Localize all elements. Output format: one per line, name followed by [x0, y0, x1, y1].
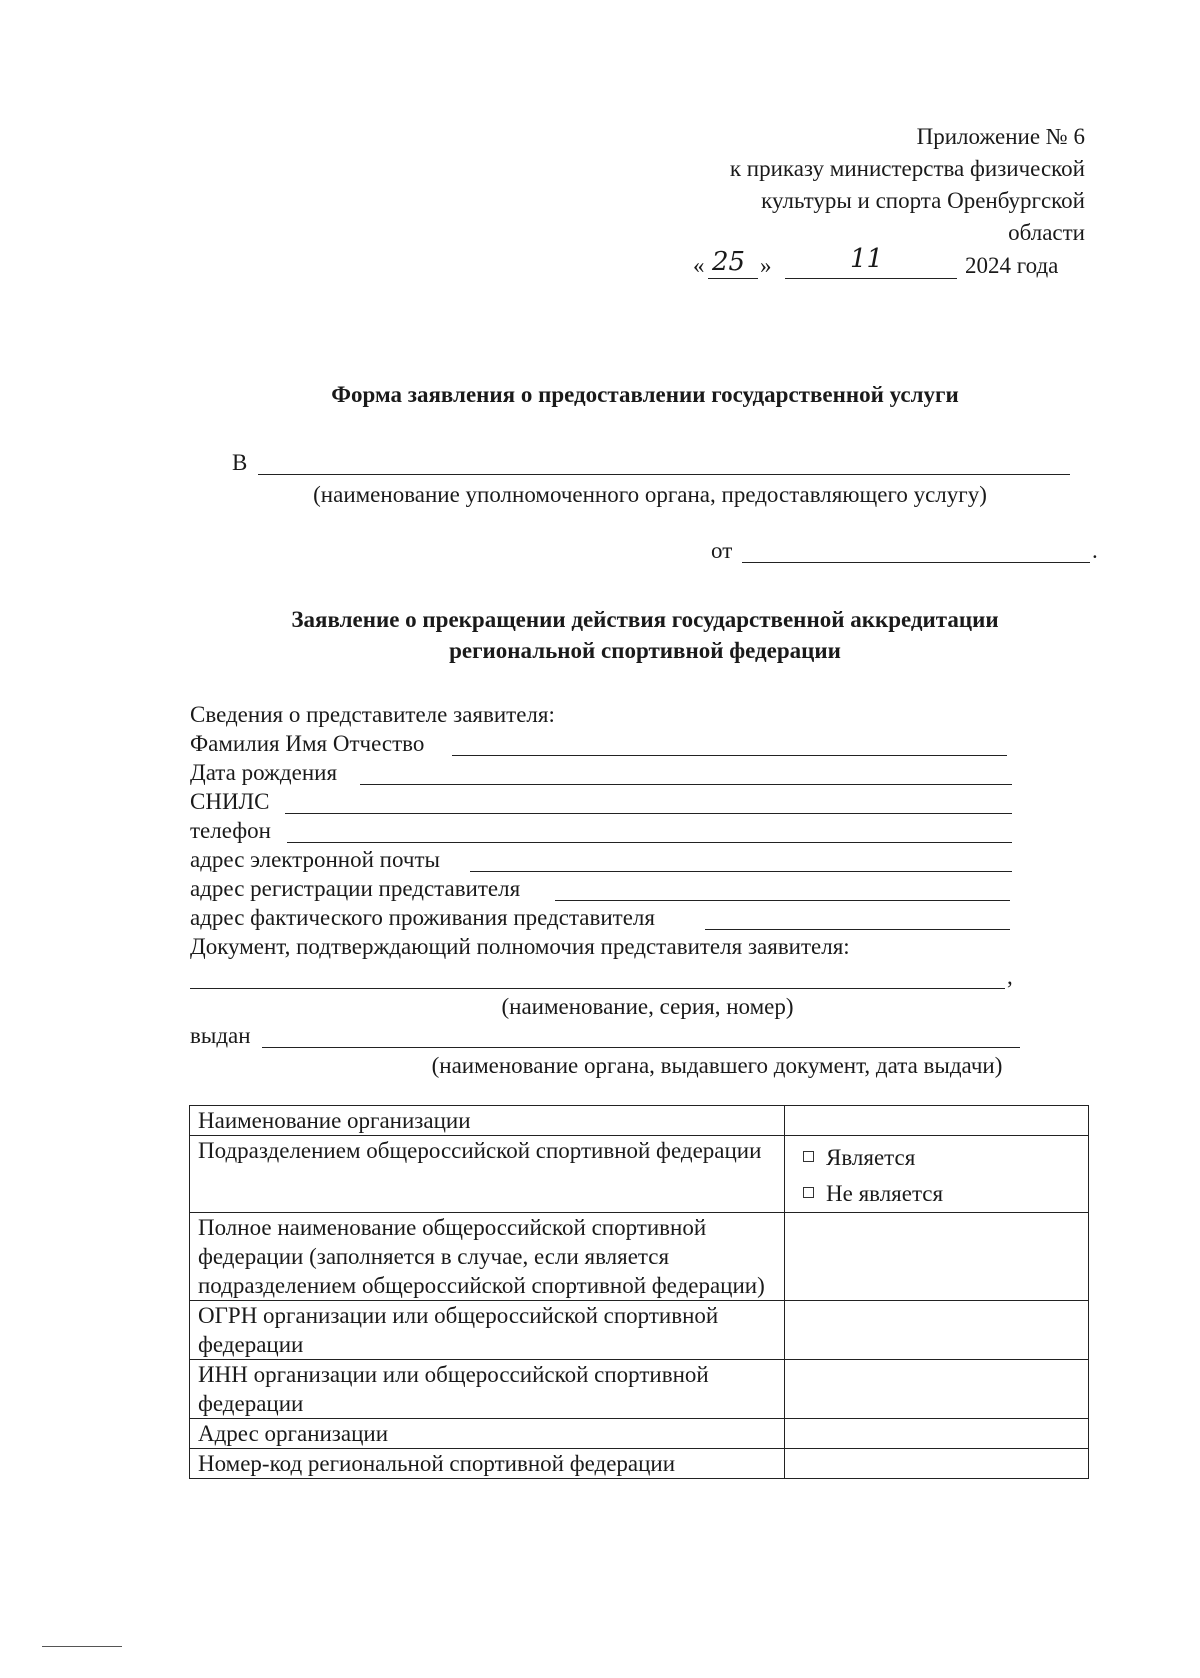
- row-label: Номер-код региональной спортивной федерации: [190, 1449, 785, 1479]
- option-not-subdivision[interactable]: [793, 1176, 1080, 1212]
- appendix-number: Приложение № 6: [916, 124, 1085, 149]
- scan-margin-mark: [42, 1646, 122, 1647]
- field-label: Дата рождения: [190, 760, 338, 785]
- email-input-line[interactable]: [470, 871, 1012, 872]
- field-label: телефон: [190, 818, 271, 843]
- issued-field[interactable]: [262, 1047, 1020, 1048]
- option-label: Не является: [826, 1181, 944, 1206]
- statement-title-line2: региональной спортивной федерации: [449, 638, 841, 663]
- date-day-underline: [708, 278, 758, 279]
- snils-input-line[interactable]: [285, 813, 1012, 814]
- authority-document-caption: (наименование, серия, номер): [501, 994, 794, 1019]
- field-label: адрес регистрации представителя: [190, 876, 521, 901]
- option-label: Является: [826, 1145, 916, 1170]
- authority-document-label: Документ, подтверждающий полномочия представителя заявителя:: [190, 934, 850, 959]
- row-value-cell[interactable]: [785, 1360, 1089, 1419]
- addressee-prefix: В: [232, 450, 248, 475]
- row-label: Полное наименование общероссийской спортивной федерации (заполняется в случае, если является подразделением общероссийской спортивной федерации): [190, 1213, 785, 1301]
- actual-address-input-line[interactable]: [705, 929, 1010, 930]
- row-value-cell: [785, 1136, 1089, 1213]
- table-row: [190, 1213, 1089, 1301]
- date-year: 2024 года: [965, 253, 1059, 278]
- table-row: [190, 1419, 1089, 1449]
- field-label: адрес электронной почты: [190, 847, 440, 872]
- row-value-cell[interactable]: [785, 1449, 1089, 1479]
- table-row: [190, 1136, 1089, 1213]
- table-row: [190, 1106, 1089, 1136]
- authority-document-comma: ,: [1007, 964, 1013, 989]
- reg-address-input-line[interactable]: [555, 900, 1010, 901]
- date-day-handwritten: 25: [712, 247, 746, 277]
- checkbox-icon[interactable]: [803, 1187, 814, 1198]
- table-row: [190, 1449, 1089, 1479]
- order-ref-line: области: [1008, 220, 1085, 245]
- from-period: .: [1092, 538, 1098, 563]
- date-month-handwritten: 11: [850, 244, 884, 274]
- row-value-cell[interactable]: [785, 1419, 1089, 1449]
- birthdate-input-line[interactable]: [360, 784, 1012, 785]
- row-label: ОГРН организации или общероссийской спортивной федерации: [190, 1301, 785, 1360]
- from-prefix: от: [711, 538, 733, 563]
- row-label: Подразделением общероссийской спортивной федерации: [190, 1136, 785, 1213]
- order-ref-line: к приказу министерства физической: [729, 156, 1085, 181]
- issued-label: выдан: [190, 1023, 251, 1048]
- order-ref-line: культуры и спорта Оренбургской: [761, 188, 1085, 213]
- row-value-cell[interactable]: [785, 1106, 1089, 1136]
- authority-document-field[interactable]: [190, 988, 1005, 989]
- addressee-caption: (наименование уполномоченного органа, предоставляющего услугу): [313, 482, 987, 507]
- row-label: Адрес организации: [190, 1419, 785, 1449]
- table-row: [190, 1301, 1089, 1360]
- field-label: адрес фактического проживания представителя: [190, 905, 655, 930]
- issued-caption: (наименование органа, выдавшего документ, дата выдачи): [431, 1053, 1003, 1078]
- date-open-quote: «: [693, 253, 705, 278]
- representative-heading: Сведения о представителе заявителя:: [190, 702, 555, 727]
- date-month-underline: [785, 278, 957, 279]
- row-value-cell[interactable]: [785, 1301, 1089, 1360]
- addressee-field[interactable]: [258, 474, 1070, 475]
- checkbox-icon[interactable]: [803, 1151, 814, 1162]
- table-row: [190, 1360, 1089, 1419]
- phone-input-line[interactable]: [287, 842, 1012, 843]
- from-field[interactable]: [742, 562, 1090, 563]
- date-close-quote: »: [760, 253, 772, 278]
- row-value-cell[interactable]: [785, 1213, 1089, 1301]
- field-label: СНИЛС: [190, 789, 270, 814]
- row-label: ИНН организации или общероссийской спортивной федерации: [190, 1360, 785, 1419]
- form-title: Форма заявления о предоставлении государственной услуги: [331, 382, 959, 407]
- organization-table: [189, 1105, 1089, 1479]
- field-label: Фамилия Имя Отчество: [190, 731, 425, 756]
- row-label: Наименование организации: [190, 1106, 785, 1136]
- option-is-subdivision[interactable]: [793, 1140, 1080, 1176]
- fio-input-line[interactable]: [452, 755, 1007, 756]
- statement-title-line1: Заявление о прекращении действия государственной аккредитации: [291, 607, 999, 632]
